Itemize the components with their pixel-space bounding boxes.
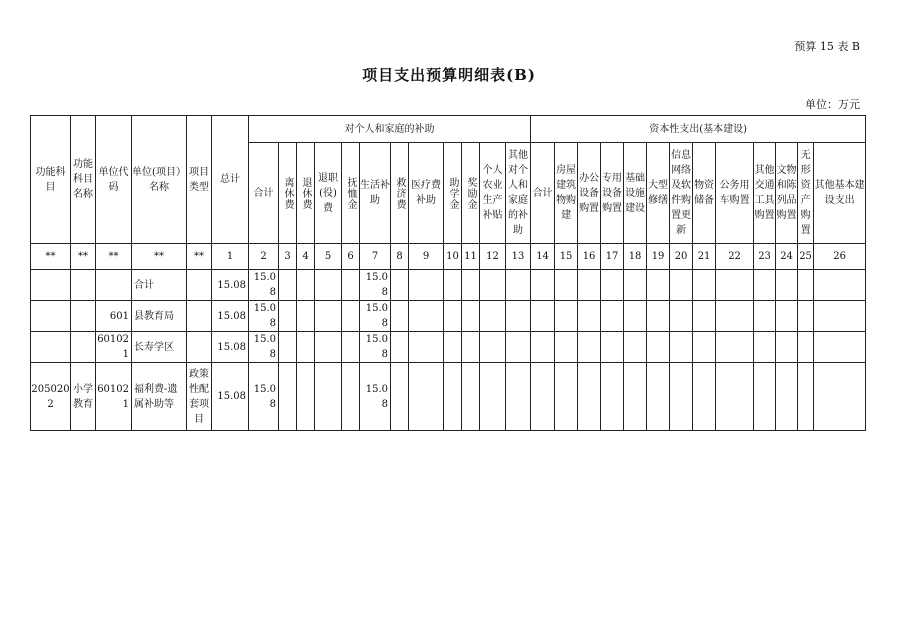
header-row-1 bbox=[31, 116, 866, 143]
header-unit-code: 单位代码 bbox=[96, 116, 132, 244]
index-cell: 2 bbox=[249, 244, 279, 270]
func-subject-cell bbox=[31, 270, 71, 301]
header-project-type: 项目类型 bbox=[187, 116, 212, 244]
index-cell: ** bbox=[96, 244, 132, 270]
index-cell: 24 bbox=[776, 244, 798, 270]
g1-total-cell: 15.08 bbox=[249, 332, 279, 363]
header-func-name: 功能科目名称 bbox=[71, 116, 96, 244]
header-living-subsidy: 生活补助 bbox=[360, 143, 391, 244]
report-code-label: 预算 15 表 B bbox=[794, 40, 860, 53]
header-it-software: 信息网络及软件购置更新 bbox=[670, 143, 693, 244]
unit-code-cell: 601 bbox=[96, 301, 132, 332]
header-agri-subsidy: 个人农业生产补贴 bbox=[480, 143, 506, 244]
header-cultural-relics: 文物和陈列品购置 bbox=[776, 143, 798, 244]
header-other-construction: 其他基本建设支出 bbox=[814, 143, 866, 244]
index-cell: 9 bbox=[409, 244, 444, 270]
header-other-vehicle: 其他交通工具购置 bbox=[754, 143, 776, 244]
header-retirement-tuixiu: 退休费 bbox=[297, 143, 315, 244]
index-cell: 16 bbox=[578, 244, 601, 270]
header-other-personal: 其他对个人和家庭的补助 bbox=[506, 143, 531, 244]
index-cell: 22 bbox=[716, 244, 754, 270]
header-relief: 救济费 bbox=[391, 143, 409, 244]
table-row bbox=[31, 270, 866, 301]
index-cell: 11 bbox=[462, 244, 480, 270]
index-cell: 25 bbox=[798, 244, 814, 270]
index-cell: 13 bbox=[506, 244, 531, 270]
header-official-vehicle: 公务用车购置 bbox=[716, 143, 754, 244]
living-subsidy-cell: 15.08 bbox=[360, 363, 391, 431]
func-subject-cell bbox=[31, 301, 71, 332]
index-cell: 4 bbox=[297, 244, 315, 270]
header-unit-name: 单位(项目）名称 bbox=[132, 116, 187, 244]
index-cell: 26 bbox=[814, 244, 866, 270]
index-cell: 1 bbox=[212, 244, 249, 270]
index-cell: ** bbox=[31, 244, 71, 270]
index-cell: 12 bbox=[480, 244, 506, 270]
unit-name-cell: 合计 bbox=[132, 270, 187, 301]
g1-total-cell: 15.08 bbox=[249, 270, 279, 301]
index-cell: 6 bbox=[342, 244, 360, 270]
total-cell: 15.08 bbox=[212, 270, 249, 301]
index-cell: 19 bbox=[647, 244, 670, 270]
index-cell: 17 bbox=[601, 244, 624, 270]
g1-total-cell: 15.08 bbox=[249, 301, 279, 332]
index-cell: ** bbox=[71, 244, 96, 270]
index-cell: 3 bbox=[279, 244, 297, 270]
index-cell: 8 bbox=[391, 244, 409, 270]
index-cell: 20 bbox=[670, 244, 693, 270]
header-infrastructure: 基础设施建设 bbox=[624, 143, 647, 244]
index-cell: 10 bbox=[444, 244, 462, 270]
header-group-capital-expenditure: 资本性支出(基本建设) bbox=[531, 116, 866, 143]
unit-code-cell bbox=[96, 270, 132, 301]
index-row bbox=[31, 244, 866, 270]
total-cell: 15.08 bbox=[212, 332, 249, 363]
total-cell: 15.08 bbox=[212, 363, 249, 431]
unit-name-cell: 县教育局 bbox=[132, 301, 187, 332]
header-award: 奖励金 bbox=[462, 143, 480, 244]
func-name-cell bbox=[71, 270, 96, 301]
living-subsidy-cell: 15.08 bbox=[360, 270, 391, 301]
header-g1-total: 合计 bbox=[249, 143, 279, 244]
total-cell: 15.08 bbox=[212, 301, 249, 332]
project-type-cell: 政策性配套项目 bbox=[187, 363, 212, 431]
func-name-cell bbox=[71, 301, 96, 332]
table-row bbox=[31, 332, 866, 363]
func-subject-cell bbox=[31, 332, 71, 363]
header-retirement-lixiu: 离休费 bbox=[279, 143, 297, 244]
index-cell: 21 bbox=[693, 244, 716, 270]
header-group-personal-subsidy: 对个人和家庭的补助 bbox=[249, 116, 531, 143]
index-cell: 5 bbox=[315, 244, 342, 270]
func-subject-cell: 2050202 bbox=[31, 363, 71, 431]
project-type-cell bbox=[187, 301, 212, 332]
header-major-repair: 大型修缮 bbox=[647, 143, 670, 244]
func-name-cell bbox=[71, 332, 96, 363]
header-scholarship: 助学金 bbox=[444, 143, 462, 244]
living-subsidy-cell: 15.08 bbox=[360, 332, 391, 363]
budget-table bbox=[30, 115, 866, 431]
header-intangible-assets: 无形资产购置 bbox=[798, 143, 814, 244]
header-building: 房屋建筑物购建 bbox=[555, 143, 578, 244]
living-subsidy-cell: 15.08 bbox=[360, 301, 391, 332]
header-g2-total: 合计 bbox=[531, 143, 555, 244]
header-pension: 抚恤金 bbox=[342, 143, 360, 244]
unit-code-cell: 601021 bbox=[96, 332, 132, 363]
project-type-cell bbox=[187, 332, 212, 363]
index-cell: 14 bbox=[531, 244, 555, 270]
func-name-cell: 小学教育 bbox=[71, 363, 96, 431]
unit-name-cell: 福利费-遗属补助等 bbox=[132, 363, 187, 431]
header-func-subject: 功能科目 bbox=[31, 116, 71, 244]
unit-code-cell: 601021 bbox=[96, 363, 132, 431]
unit-name-cell: 长寿学区 bbox=[132, 332, 187, 363]
index-cell: 18 bbox=[624, 244, 647, 270]
index-cell: ** bbox=[187, 244, 212, 270]
header-special-equipment: 专用设备购置 bbox=[601, 143, 624, 244]
header-material-reserve: 物资储备 bbox=[693, 143, 716, 244]
page-title: 项目支出预算明细表(B) bbox=[362, 66, 536, 84]
header-office-equipment: 办公设备购置 bbox=[578, 143, 601, 244]
header-resignation: 退职(役)费 bbox=[315, 143, 342, 244]
project-type-cell bbox=[187, 270, 212, 301]
header-total: 总计 bbox=[212, 116, 249, 244]
table-row bbox=[31, 301, 866, 332]
index-cell: 7 bbox=[360, 244, 391, 270]
index-cell: ** bbox=[132, 244, 187, 270]
g1-total-cell: 15.08 bbox=[249, 363, 279, 431]
table-row bbox=[31, 363, 866, 431]
unit-label: 单位：万元 bbox=[805, 98, 860, 111]
index-cell: 23 bbox=[754, 244, 776, 270]
header-medical-subsidy: 医疗费补助 bbox=[409, 143, 444, 244]
index-cell: 15 bbox=[555, 244, 578, 270]
